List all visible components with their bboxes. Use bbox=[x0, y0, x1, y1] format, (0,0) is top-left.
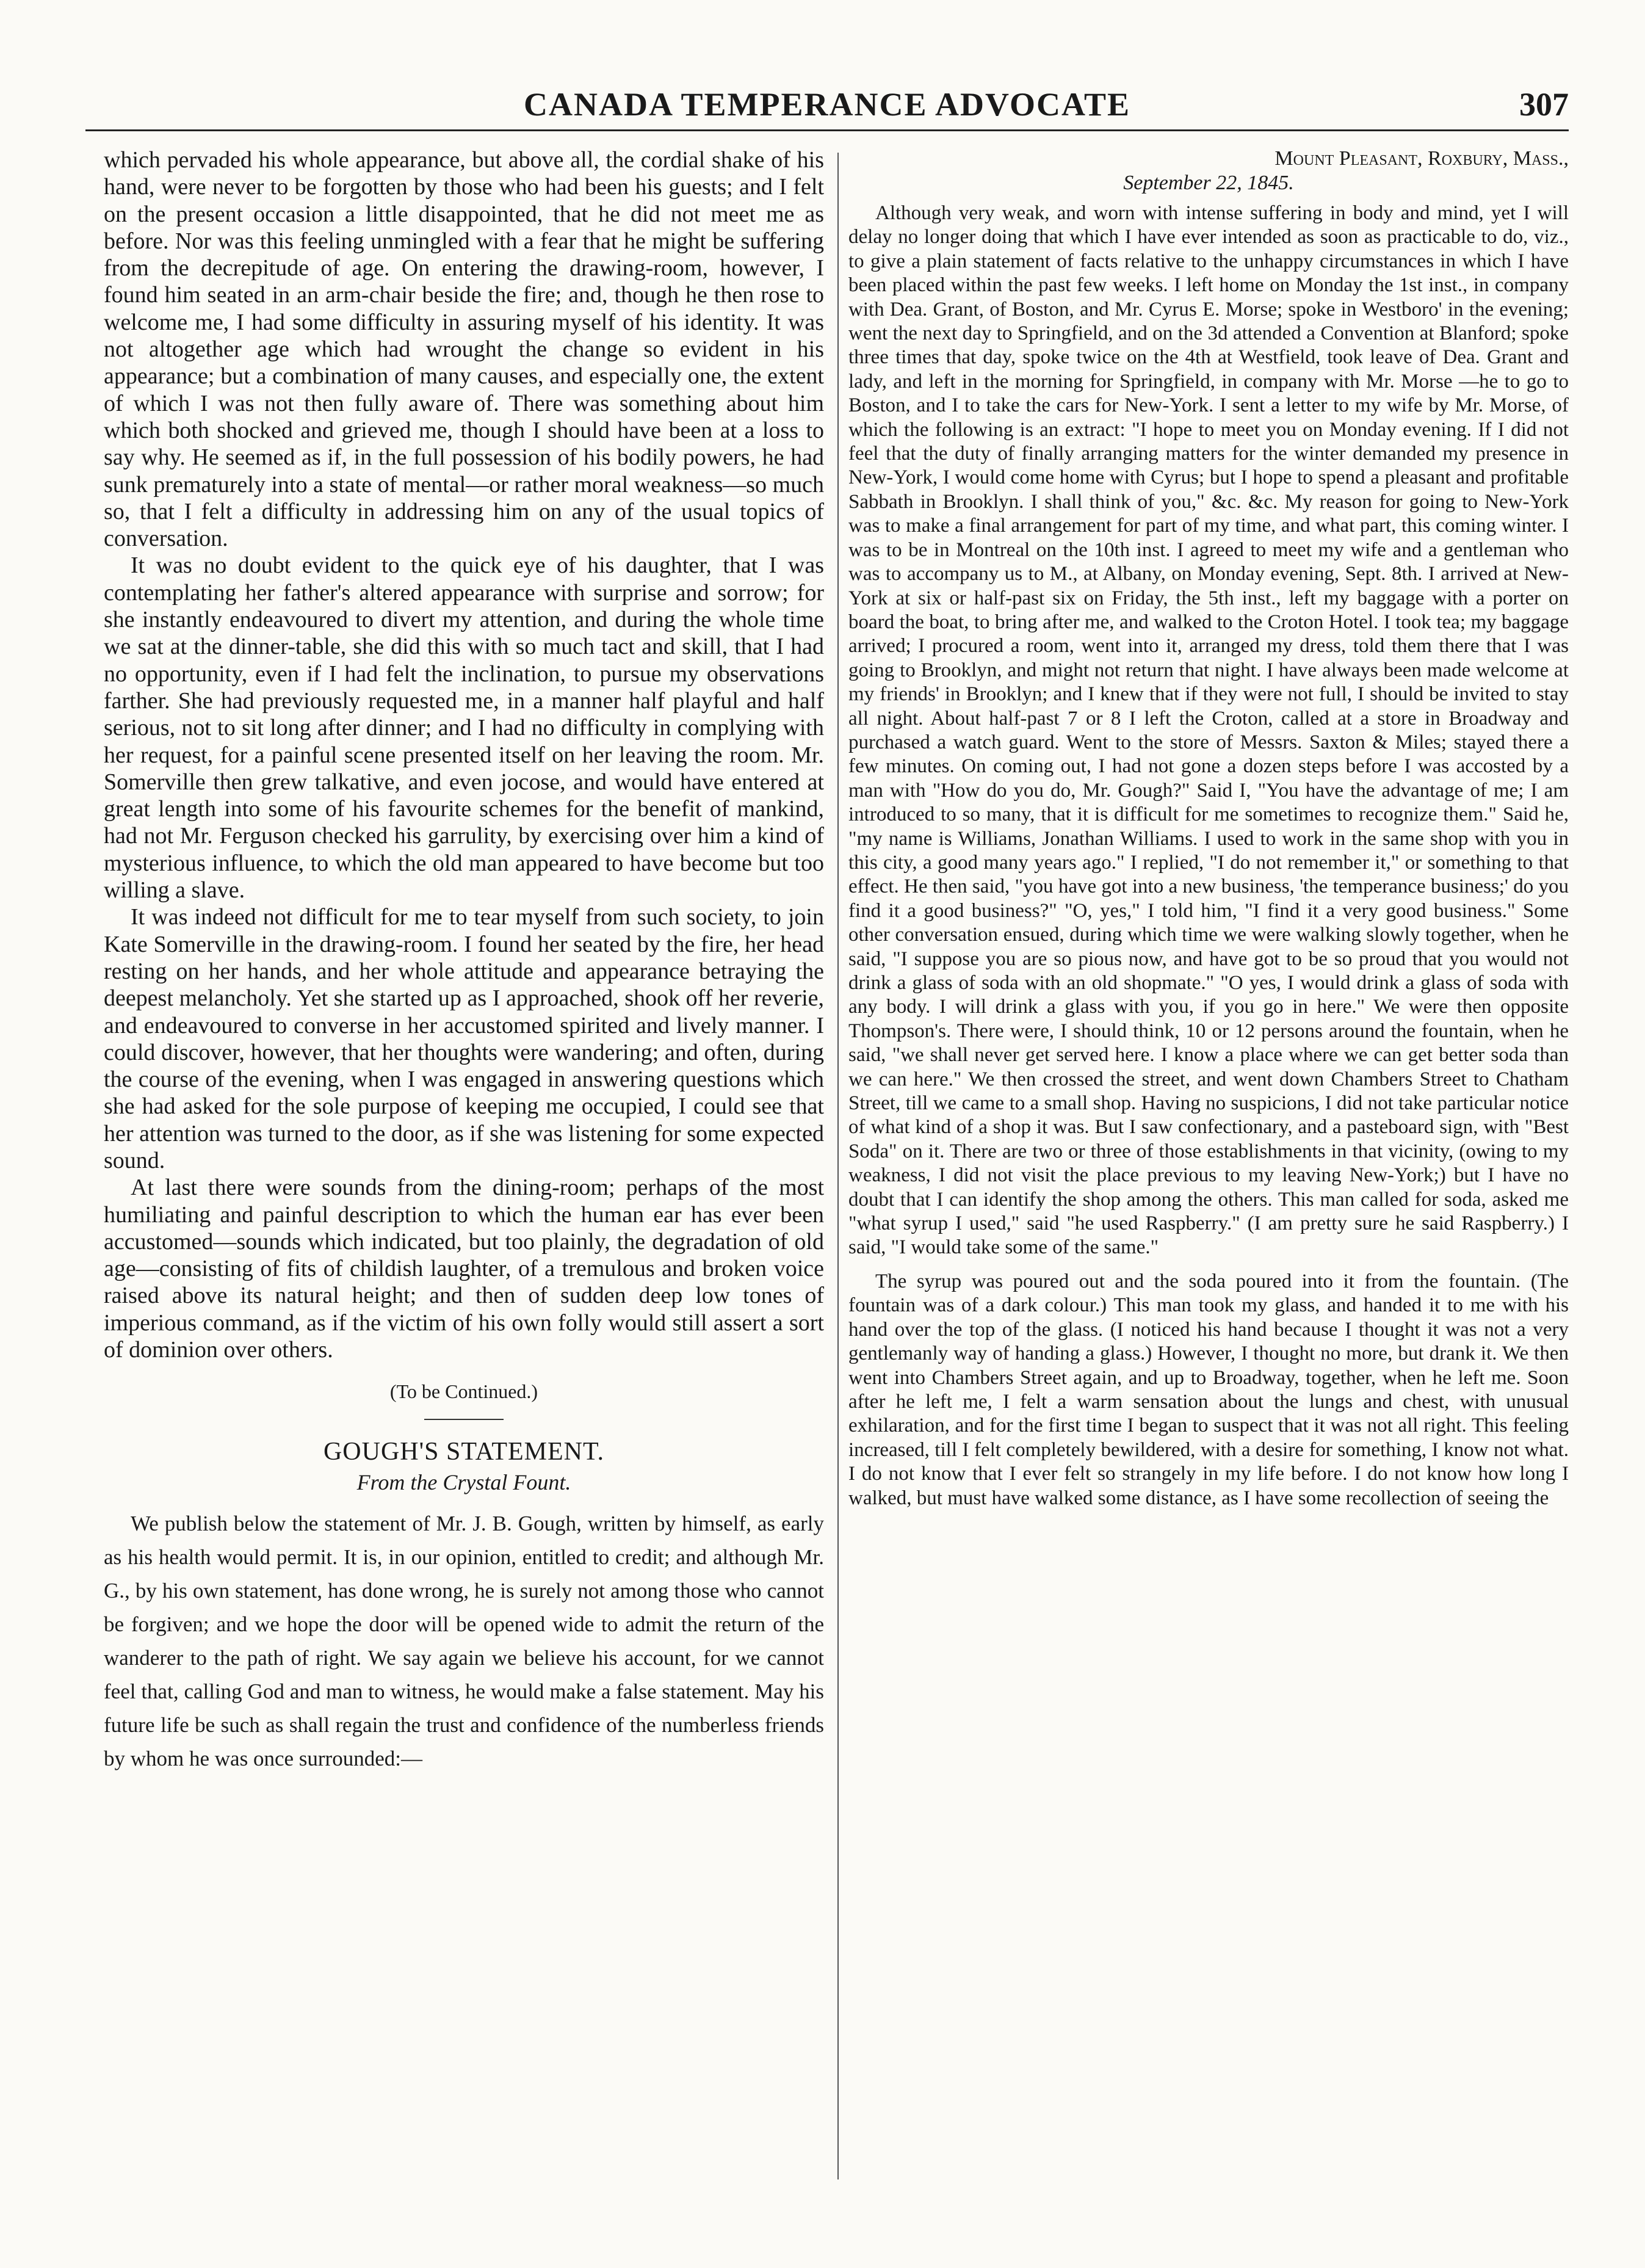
story-paragraph: It was indeed not difficult for me to tear myself from such society, to join Kate Somerville in the drawing-room. I found her seated by the fire, her head resting on her hands, and her whole attitude and appearance betraying the deepest melancholy. Yet she started up as I approached, shook off her reverie, and endeavoured to converse in her accustomed spirited and lively manner. I could discover, however, that her thoughts were wandering; and often, during the course of the evening, when I was engaged in answering questions which she had asked for the sole purpose of keeping me occupied, I could see that her attention was turned to the door, as if she was listening for some expected sound. bbox=[104, 904, 824, 1173]
statement-paragraph: The syrup was poured out and the soda poured into it from the fountain. (The fountain was of a dark colour.) This man took my glass, and handed it to me with his hand over the top of the glass. (I noticed his hand because I thought it was not a very gentlemanly way of handing a glass.) However, I thought no more, but drank it. We then went into Chambers Street again, and up to Broadway, together, when he left me. Soon after he left me, I felt a warm sensation about the lungs and chest, with unusual exhilaration, and for the first time I began to suspect that it was not all right. This feeling increased, till I felt completely bewildered, with a desire for something, I know not what. I do not know that I ever felt so strangely in my life before. I do not know how long I walked, but must have walked some distance, as I have some recollection of seeing the bbox=[848, 1270, 1569, 1509]
continued-note: (To be Continued.) bbox=[389, 1380, 538, 1403]
section-rule bbox=[424, 1419, 504, 1420]
story-paragraph: At last there were sounds from the dining-room; perhaps of the most humiliating and painful description to which the human ear has ever been accustomed—sounds which indicated, but too plainly, the degradation of old age—consisting of fits of childish laughter, of a tremulous and broken voice raised above its natural height; and then of sudden deep low tones of imperious command, as if the victim of his own folly would still assert a sort of dominion over others. bbox=[104, 1175, 824, 1363]
page-number: 307 bbox=[1519, 86, 1569, 123]
section-source: From the Crystal Fount. bbox=[356, 1469, 571, 1494]
left-column bbox=[104, 147, 824, 1775]
letter-date: September 22, 1845. bbox=[1123, 172, 1294, 194]
header-rule bbox=[85, 129, 1569, 131]
letter-heading: Mount Pleasant, Roxbury, Mass., bbox=[1274, 147, 1569, 170]
intro-paragraph: We publish below the statement of Mr. J. B. Gough, written by himself, as early as his health would permit. It is, in our opinion, entitled to credit; and although Mr. G., by his own statement, has done wrong, he is surely not among those who cannot be forgiven; and we hope the door will be opened wide to admit the return of the wanderer to the path of right. We say again we believe his account, for we cannot feel that, calling God and man to witness, he would make a false statement. May his future life be such as shall regain the trust and confidence of the numberless friends by whom he was once surrounded:— bbox=[104, 1512, 824, 1771]
page-header bbox=[85, 85, 1569, 128]
publication-title: CANADA TEMPERANCE ADVOCATE bbox=[524, 86, 1130, 123]
column-divider bbox=[837, 153, 839, 2179]
story-paragraph: which pervaded his whole appearance, but above all, the cordial shake of his hand, were never to be forgotten by those who had been his guests; and I felt on the present occasion a little disappointed, that he did not meet me as before. Nor was this feeling unmingled with a fear that he might be suffering from the decrepitude of age. On entering the drawing-room, however, I found him seated in an arm-chair beside the fire; and, though he then rose to welcome me, I had some difficulty in assuring myself of his identity. It was not altogether age which had wrought the change so evident in his appearance; but a combination of many causes, and especially one, the extent of which I was not then fully aware of. There was something about him which both shocked and grieved me, though I should have been at a loss to say why. He seemed as if, in the full possession of his bodily powers, he had sunk prematurely into a state of mental—or rather moral weakness—so much so, that I felt a difficulty in addressing him on any of the usual topics of conversation. bbox=[104, 147, 824, 552]
statement-paragraph: Although very weak, and worn with intense suffering in body and mind, yet I will delay no longer doing that which I have ever intended as soon as practicable to do, viz., to give a plain statement of facts relative to the unhappy circumstances in which I have been placed within the past few weeks. I left home on Monday the 1st inst., in company with Dea. Grant, of Boston, and Mr. Cyrus E. Morse; spoke in Westboro' in the evening; went the next day to Springfield, and on the 3d attended a Convention at Blanford; spoke three times that day, spoke twice on the 4th at Westfield, took leave of Dea. Grant and lady, and left in the morning for Springfield, in company with Mr. Morse —he to go to Boston, and I to take the cars for New-York. I sent a letter to my wife by Mr. Morse, of which the following is an extract: "I hope to meet you on Monday evening. If I did not feel that the duty of finally arranging matters for the winter demanded my presence in New-York, I would come home with Cyrus; but I hope to spend a pleasant and profitable Sabbath in Brooklyn. I shall think of you," &c. &c. My reason for going to New-York was to make a final arrangement for part of my time, and what part, this coming winter. I was to be in Montreal on the 10th inst. I agreed to meet my wife and a gentleman who was to accompany us to M., at Albany, on Monday evening, Sept. 8th. I arrived at New-York at six or half-past six on Friday, the 5th inst., left my baggage with a porter on board the boat, to bring after me, and walked to the Croton Hotel. I took tea; my baggage arrived; I procured a room, went into it, arranged my dress, told them there that I was going to Brooklyn, and might not return that night. I have always been made welcome at my friends' in Brooklyn; and I knew that if they were not full, I should be invited to stay all night. About half-past 7 or 8 I left the Croton, called at a store in Broadway and purchased a watch guard. Went to the store of Messrs. Saxton & Miles; stayed there a few minutes. On coming out, I had not gone a dozen steps before I was accosted by a man with "How do you do, Mr. Gough?" Said I, "You have the advantage of me; I am introduced to so many, that it is difficult for me sometimes to recognize them." Said he, "my name is Williams, Jonathan Williams. I used to work in the same shop with you in this city, a good many years ago." I replied, "I do not remember it," or something to that effect. He then said, "you have got into a new business, 'the temperance business;' do you find it a good business?" "O, yes," I told him, "I find it a very good business." Some other conversation ensued, during which time we were walking slowly together, when he said, "I suppose you are so pious now, and have got to be so proud that you would not drink a glass of soda with an old shopmate." "O yes, I would drink a glass of soda with any body. I will drink a glass with you, if you go in here." We were then opposite Thompson's. There were, I should think, 10 or 12 persons around the fountain, when he said, "we shall never get served here. I know a place where we can get better soda than we can here." We then crossed the street, and went down Chambers Street to Chatham Street, till we came to a small shop. Having no suspicions, I did not take particular notice of what kind of a shop it was. But I saw confectionary, and a pasteboard sign, with "Best Soda" on it. There are two or three of those establishments in that vicinity, (owing to my weakness, I did not visit the place previous to my leaving New-York;) but I have no doubt that I can identify the shop among the others. This man called for soda, asked me "what syrup I used," said "he used Raspberry." (I am pretty sure he said Raspberry.) I said, "I would take some of the same." bbox=[848, 202, 1569, 1259]
story-paragraph: It was no doubt evident to the quick eye of his daughter, that I was contemplating her father's altered appearance with surprise and sorrow; for she instantly endeavoured to divert my attention, and during the whole time we sat at the dinner-table, she did this with so much tact and skill, that I had no opportunity, even if I had felt the inclination, to pursue my observations farther. She had previously requested me, in a manner half playful and half serious, not to sit long after dinner; and I had no difficulty in complying with her request, for a painful scene presented itself on her leaving the room. Mr. Somerville then grew talkative, and even jocose, and would have entered at great length into some of his favourite schemes for the benefit of mankind, had not Mr. Ferguson checked his garrulity, by exercising over him a kind of mysterious influence, to which the old man appeared to have become but too willing a slave. bbox=[104, 553, 824, 904]
section-title: GOUGH'S STATEMENT. bbox=[323, 1437, 605, 1466]
right-column bbox=[848, 147, 1569, 1510]
